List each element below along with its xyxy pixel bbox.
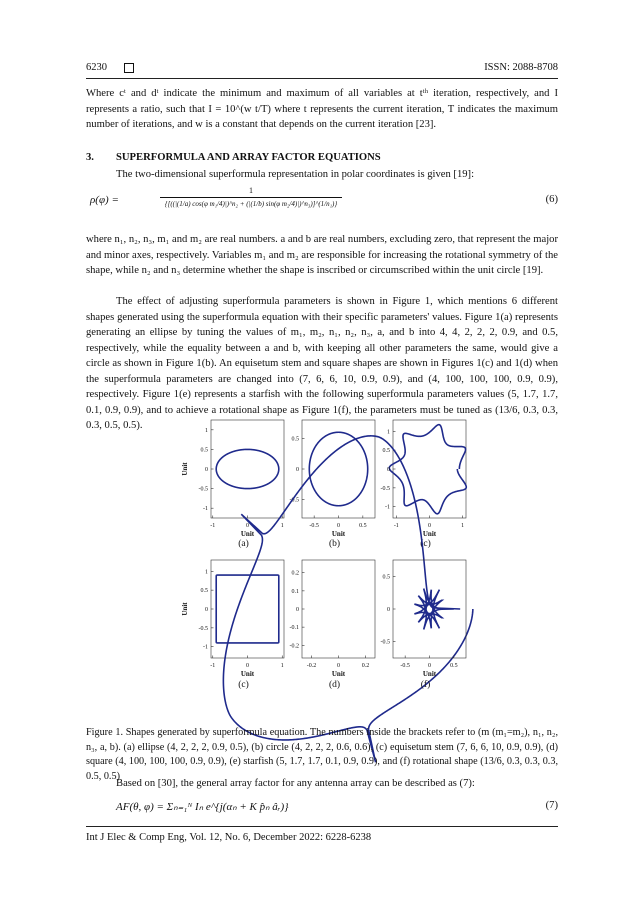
y-tick-label: 0.1 <box>291 588 299 595</box>
equation-6-lhs: ρ(φ) = <box>90 194 119 206</box>
y-tick-label: -0.5 <box>380 485 390 492</box>
issn-label: ISSN: 2088-8708 <box>484 62 558 73</box>
footer-citation: Int J Elec & Comp Eng, Vol. 12, No. 6, December 2022: 6228-6238 <box>86 832 372 843</box>
effect-text: The effect of adjusting superformula parameters is shown in Figure 1, which mentions 6 different shapes generated using the superformula equation with their specific parameters' values. Figure 1(a) represents generating an ellipse by tuning the values of m₁, m₂, n₁, n₂, n₃, a, and b into 4, 4, 2, 2, 2, 0.9, and 0.5, respectively, while the equality between a and b, with keeping all other parameters the same, would give a circle as shown in Figure 1(b). An equisetum stem and square shapes are shown in Figures 1(c) and 1(d) when the superformula parameters are changed into (7, 6, 6, 10, 0.9, 0.9), and (4, 100, 100, 100, 0.9, 0.9), respectively. Figure 1(e) represents a starfish with the following superformula parameters values (5, 1.7, 1.7, 0.1, 0.9, 0.9), and to achieve a rotational shape as Figure 1(f), the parameters must be tuned as (13/6, 0.3, 0.3, 0.3, 0.5, 0.5). <box>86 296 558 431</box>
y-tick-label: 0.2 <box>291 570 299 577</box>
y-tick-label: -0.5 <box>380 639 390 646</box>
y-tick-label: 0 <box>387 607 390 613</box>
y-tick-label: 0.5 <box>200 447 208 454</box>
superformula-curve <box>216 575 279 643</box>
y-tick-label: 0 <box>387 467 390 473</box>
x-tick-label: 0 <box>428 523 431 529</box>
x-tick-label: 1 <box>280 523 284 529</box>
y-tick-label: -1 <box>203 506 208 513</box>
y-tick-label: 1 <box>205 569 208 576</box>
x-tick-label: -0.5 <box>309 523 319 529</box>
subplot-label: (f) <box>420 680 431 690</box>
x-tick-label: 0 <box>337 663 340 669</box>
equation-7: AF(θ, φ) = Σₙ₌₁ᴺ Iₙ e^{j(αₙ + K p̂ₙ âᵣ)} <box>116 801 289 813</box>
y-tick-label: 0.5 <box>382 448 390 455</box>
plot-frame <box>302 560 375 658</box>
x-axis-label: Unit <box>331 670 346 678</box>
section-number: 3. <box>86 152 94 163</box>
x-axis-label: Unit <box>422 530 437 538</box>
y-tick-label: -0.5 <box>198 486 208 493</box>
intro-text: Where cᵗ and dᵗ indicate the minimum and maximum of all variables at tᵗʰ iteration, respectively, and I represents a ratio, such that I = 10^(w t/T) where t represents the current iteration, T indicates the maximum number of iterations, and w is a constant that depends on the current iteration [23]. <box>86 88 558 130</box>
x-axis-label: Unit <box>240 530 255 538</box>
section-title: SUPERFORMULA AND ARRAY FACTOR EQUATIONS <box>116 152 381 163</box>
y-tick-label: -0.5 <box>198 625 208 632</box>
x-tick-label: -1 <box>210 523 216 529</box>
where-text: where n₁, n₂, n₃, m₁ and m₂ are real numbers. a and b are real numbers, excluding zero, that represent the major and minor axes, respectively. Variables m₁ and m₂ are responsible for increasing the rotational symmetry of the shape, while n₂ and n₃ determine whether the shape is inscribed or circumscribed within the unit circle [19]. <box>86 234 558 276</box>
subplot-label: (a) <box>238 539 249 549</box>
y-tick-label: -0.5 <box>289 497 299 504</box>
subplot-label: (c) <box>420 539 431 549</box>
x-tick-label: 0 <box>337 523 340 529</box>
y-tick-label: 1 <box>205 427 208 434</box>
y-axis-label: Unit <box>181 602 189 616</box>
y-tick-label: 0.5 <box>382 574 390 581</box>
x-tick-label: 1 <box>280 663 284 669</box>
y-tick-label: 0.5 <box>200 588 208 595</box>
y-tick-label: 1 <box>387 429 390 436</box>
equation-6-numerator: 1 <box>249 186 253 195</box>
array-intro <box>86 776 558 792</box>
x-tick-label: 0.2 <box>361 663 370 669</box>
superformula-sentence: The two-dimensional superformula representation in polar coordinates is given [19]: <box>116 169 475 180</box>
x-tick-label: 0 <box>428 663 431 669</box>
y-tick-label: 0 <box>296 467 299 473</box>
equation-7-number: (7) <box>545 800 558 811</box>
subplot-label: (d) <box>328 680 341 690</box>
superformula-curve <box>216 449 279 488</box>
y-tick-label: 0 <box>296 607 299 613</box>
x-axis-label: Unit <box>422 670 437 678</box>
y-tick-label: 0 <box>205 467 208 473</box>
plot-frame <box>211 420 284 518</box>
subplot-label: (c) <box>238 680 249 690</box>
y-axis-label: Unit <box>181 462 189 476</box>
figure-caption-text: Figure 1. Shapes generated by superformula equation. The numbers inside the brackets refer to (m (m₁=m₂), n₁, n₂, n₃, a, b). (a) ellipse (4, 2, 2, 2, 0.9, 0.5), (b) circle (4, 2, 2, 2, 0.6, 0.6), (c) equisetum stem (7, 6, 6, 10, 0.9, 0.9), (d) square (4, 100, 100, 100, 0.9, 0.9), (e) starfish (5, 1.7, 1.7, 0.1, 0.9, 0.9), and (f) rotational shape (13/6, 0.3, 0.3, 0.3, 0.5, 0.5) <box>86 727 558 782</box>
y-tick-label: 0.5 <box>291 436 299 443</box>
y-tick-label: -0.2 <box>289 643 299 650</box>
y-tick-label: -0.1 <box>289 625 299 632</box>
subplot-label: (b) <box>328 539 341 549</box>
y-tick-label: 0 <box>205 607 208 613</box>
x-tick-label: -1 <box>210 663 216 669</box>
superformula-curve <box>309 432 367 506</box>
x-tick-label: -0.2 <box>306 663 317 669</box>
x-tick-label: -0.5 <box>400 663 410 669</box>
x-tick-label: -1 <box>393 523 399 529</box>
plot-frame <box>302 420 375 518</box>
x-tick-label: 0 <box>246 523 249 529</box>
x-tick-label: 1 <box>461 523 465 529</box>
x-tick-label: 0 <box>246 663 249 669</box>
x-axis-label: Unit <box>240 670 255 678</box>
page-number: 6230 <box>86 62 107 73</box>
equation-6-denominator: {[((|(1/a) cos(φ m₁/4)|)^n₂ + (|(1/b) sin(φ m₂/4)|)^n₃)]^(1/n₁)} <box>164 200 338 208</box>
array-sentence: Based on [30], the general array factor for any antenna array can be described as (7): <box>116 778 475 789</box>
superformula-curve <box>414 589 453 630</box>
x-tick-label: 0.5 <box>450 663 458 669</box>
equation-6-number: (6) <box>545 194 558 205</box>
superformula-curve <box>389 425 466 514</box>
x-tick-label: 0.5 <box>359 523 367 529</box>
footer-rule <box>86 826 558 827</box>
y-tick-label: -1 <box>385 504 390 511</box>
y-tick-label: -1 <box>203 644 208 651</box>
x-axis-label: Unit <box>331 530 346 538</box>
